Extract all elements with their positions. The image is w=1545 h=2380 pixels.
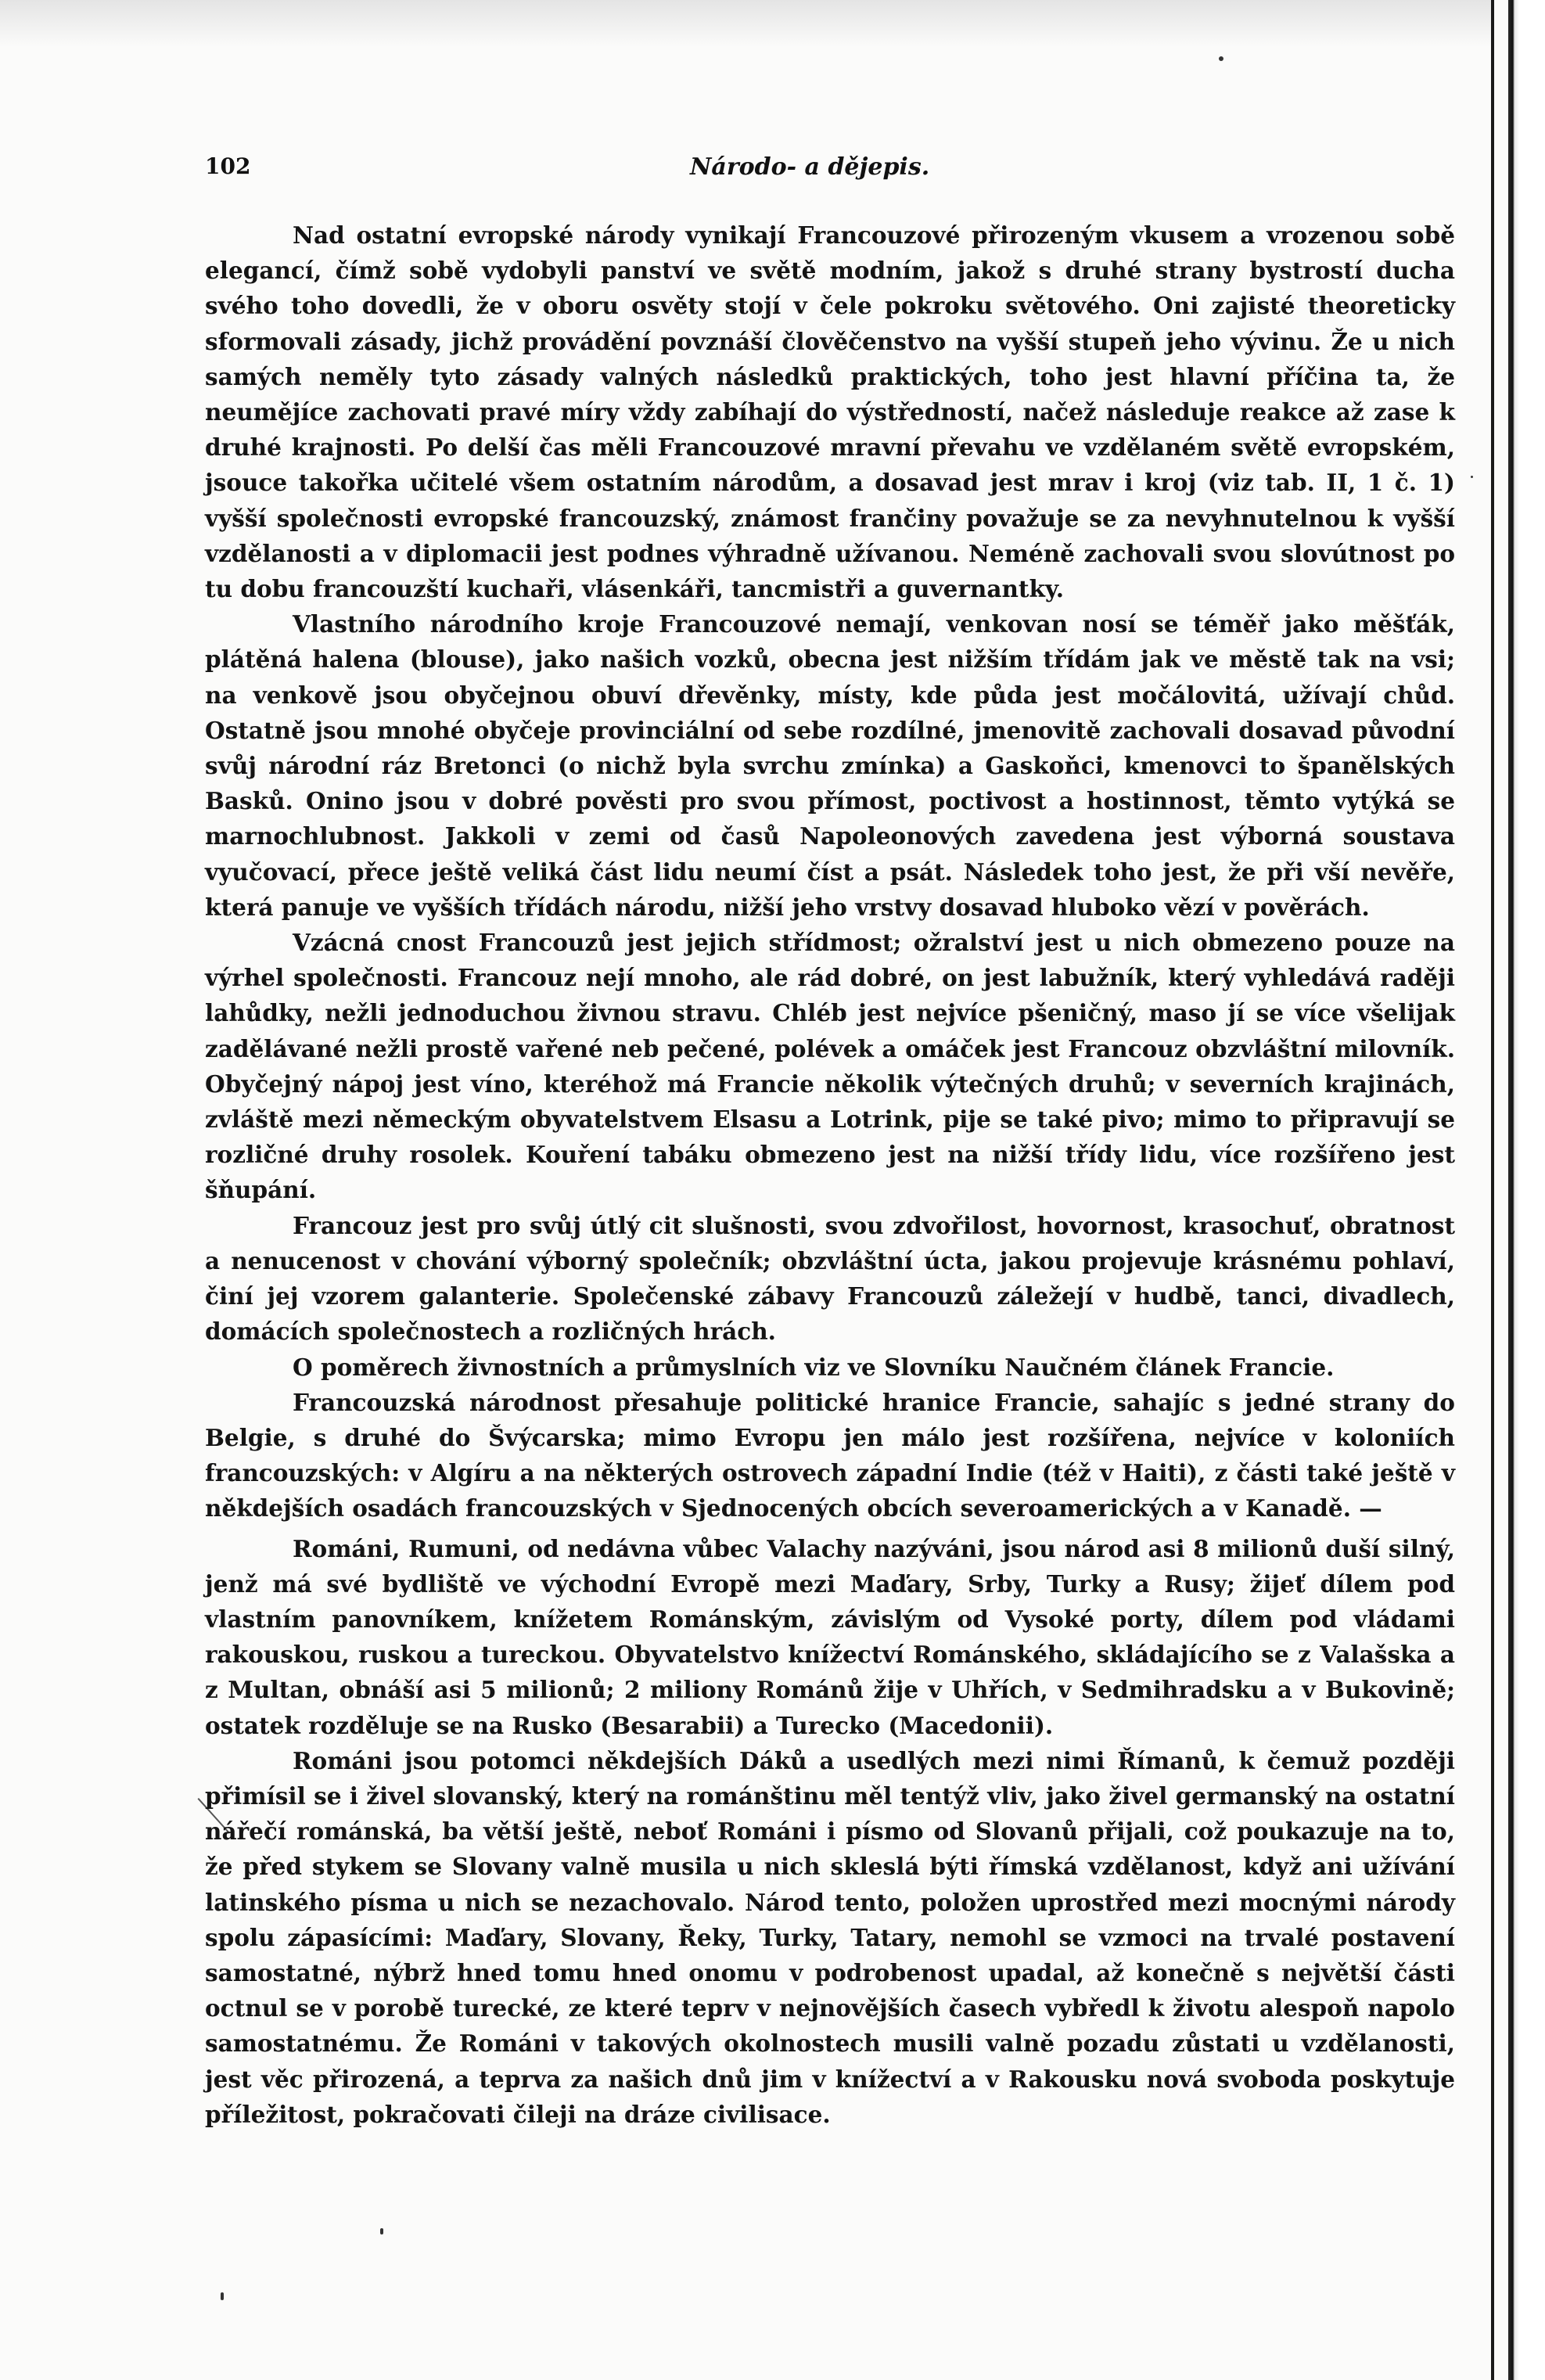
scan-speck (221, 2292, 224, 2300)
page-header (205, 153, 1457, 192)
scan-speck (1471, 476, 1473, 478)
scan-top-shadow (0, 0, 1494, 47)
paragraph-french-elegance: Nad ostatní evropské národy vynikají Francouzové přirozeným vkusem a vrozenou sobě elegancí, čímž sobě vydobyli panství ve světě modním, jakož s druhé strany bystrostí ducha svého toho dovedli, že v oboru osvěty stojí v čele pokroku světového. Oni zajisté theoreticky sformovali zásady, jichž provádění povznáší člověčenstvo na vyšší stupeň jeho vývinu. Že u nich samých neměly tyto zásady valných následků praktických, toho jest hlavní příčina ta, že neumějíce zachovati pravé míry vždy zabíhají do výstředností, načež následuje reakce až zase k druhé krajnosti. Po delší čas měli Francouzové mravní převahu ve vzdělaném světě evropském, jsouce takořka učitelé všem ostatním národům, a dosavad jest mrav i kroj (viz tab. II, 1 č. 1) vyšší společnosti evropské francouzský, známost frančiny považuje se za nevyhnutelnou k vyšší vzdělanosti a v diplomacii jest podnes výhradně užívanou. Neméně zachovali svou slovútnost po tu dobu francouzští kuchaři, vlásenkáři, tancmistři a guvernantky. (205, 221, 1455, 603)
page-edge (1508, 0, 1545, 2380)
scan-speck (380, 2228, 383, 2234)
scan-speck (1219, 56, 1223, 61)
paragraph-french-nationality: Francouzská národnost přesahuje politické hranice Francie, sahajíc s jedné strany do Belgie, s druhé do Švýcarska; mimo Evropu jen málo jest rozšířena, nejvíce v koloniích francouzských: v Algíru a na některých ostrovech západní Indie (též v Haiti), z části také ještě v někdejších osadách francouzských v Sjednocených obcích severoamerických a v Kanadě. — (205, 1388, 1455, 1523)
running-title: Národo- a dějepis. (690, 153, 930, 181)
page-number: 102 (205, 153, 251, 179)
paragraph-french-dress: Vlastního národního kroje Francouzové nemají, venkovan nosí se téměř jako měšťák, plátěná halena (blouse), jako našich vozků, obecna jest nižším třídám jak ve městě tak na vsi; na venkově jsou obyčejnou obuví dřevěnky, místy, kde půda jest močálovitá, užívají chůd. Ostatně jsou mnohé obyčeje provinciální od sebe rozdílné, jmenovitě zachovali dosavad původní svůj národní ráz Bretonci (o nichž byla svrchu zmínka) a Gaskoňci, kmenovci to španělských Basků. Onino jsou v dobré pověsti pro svou přímost, poctivost a hostinnost, těmto vytýká se marnochlubnost. Jakkoli v zemi od časů Napoleonových zavedena jest výborná soustava vyučovací, přece ještě veliká část lidu neumí číst a psát. Následek toho jest, že při vší nevěře, která panuje ve vyšších třídách národu, nižší jeho vrstvy dosavad hluboko vězí v pověrách. (205, 610, 1455, 921)
paragraph-romanians-origin: Románi jsou potomci někdejších Dáků a usedlých mezi nimi Římanů, k čemuž později přimísil se i živel slovanský, který na románštinu měl tentýž vliv, jako živel germanský na ostatní nářečí románská, ba větší ještě, neboť Románi i písmo od Slovanů přijali, což poukazuje na to, že před stykem se Slovany valně musila u nich skleslá býti římská vzdělanost, když ani užívání latinského písma u nich se nezachovalo. Národ tento, položen uprostřed mezi mocnými národy spolu zápasícími: Maďary, Slovany, Řeky, Turky, Tatary, nemohl se vzmoci na trvalé postavení samostatné, nýbrž hned tomu hned onomu v podrobenost upadal, až konečně s největší části octnul se v porobě turecké, ze které teprv v nejnovějších časech vybředl k životu alespoň napolo samostatnému. Že Románi v takových okolnostech musili valně pozadu zůstati u vzdělanosti, jest věc přirozená, a teprva za našich dnů jim v knížectví a v Rakousku nová svoboda poskytuje příležitost, pokračovati čileji na dráze civilisace. (205, 1746, 1455, 2128)
page-edge-line (1491, 0, 1494, 2380)
paragraph-french-industry-reference: O poměrech živnostních a průmyslních viz ve Slovníku Naučném článek Francie. (293, 1353, 1335, 1381)
paragraph-french-manners: Francouz jest pro svůj útlý cit slušnosti, svou zdvořilost, hovornost, krasochuť, obratnost a nenucenost v chování výborný společník; obzvláštní úcta, jakou projevuje krásnému pohlaví, činí jej vzorem galanterie. Společenské zábavy Francouzů záležejí v hudbě, tanci, divadlech, domácích společnostech a rozličných hrách. (205, 1211, 1455, 1346)
paragraph-romanians-intro: Románi, Rumuni, od nedávna vůbec Valachy nazýváni, jsou národ asi 8 milionů duší silný, jenž má své bydliště ve východní Evropě mezi Maďary, Srby, Turky a Rusy; žijeť dílem pod vlastním panovníkem, knížetem Románským, závislým od Vysoké porty, dílem pod vládami rakouskou, ruskou a tureckou. Obyvatelstvo knížectví Románského, skládajícího se z Valašska a z Multan, obnáší asi 5 milionů; 2 miliony Románů žije v Uhřích, v Sedmihradsku a v Bukovině; ostatek rozděluje se na Rusko (Besarabii) a Turecko (Macedonii). (205, 1534, 1455, 1739)
body-text (205, 218, 1455, 2132)
paragraph-french-diet: Vzácná cnost Francouzů jest jejich střídmost; ožralství jest u nich obmezeno pouze na výrhel společnosti. Francouz nejí mnoho, ale rád dobré, on jest labužník, který vyhledává raději lahůdky, nežli jednoduchou živnou stravu. Chléb jest nejvíce pšeničný, maso jí se více všelijak zadělávané nežli prostě vařené neb pečené, polévek a omáček jest Francouz obzvláštní milovník. Obyčejný nápoj jest víno, kteréhož má Francie několik výtečných druhů; v severních krajinách, zvláště mezi německým obyvatelstvem Elsasu a Lotrink, pije se také pivo; mimo to připravují se rozličné druhy rosolek. Kouření tabáku obmezeno jest na nižší třídy lidu, více rozšířeno jest šňupání. (205, 929, 1455, 1204)
